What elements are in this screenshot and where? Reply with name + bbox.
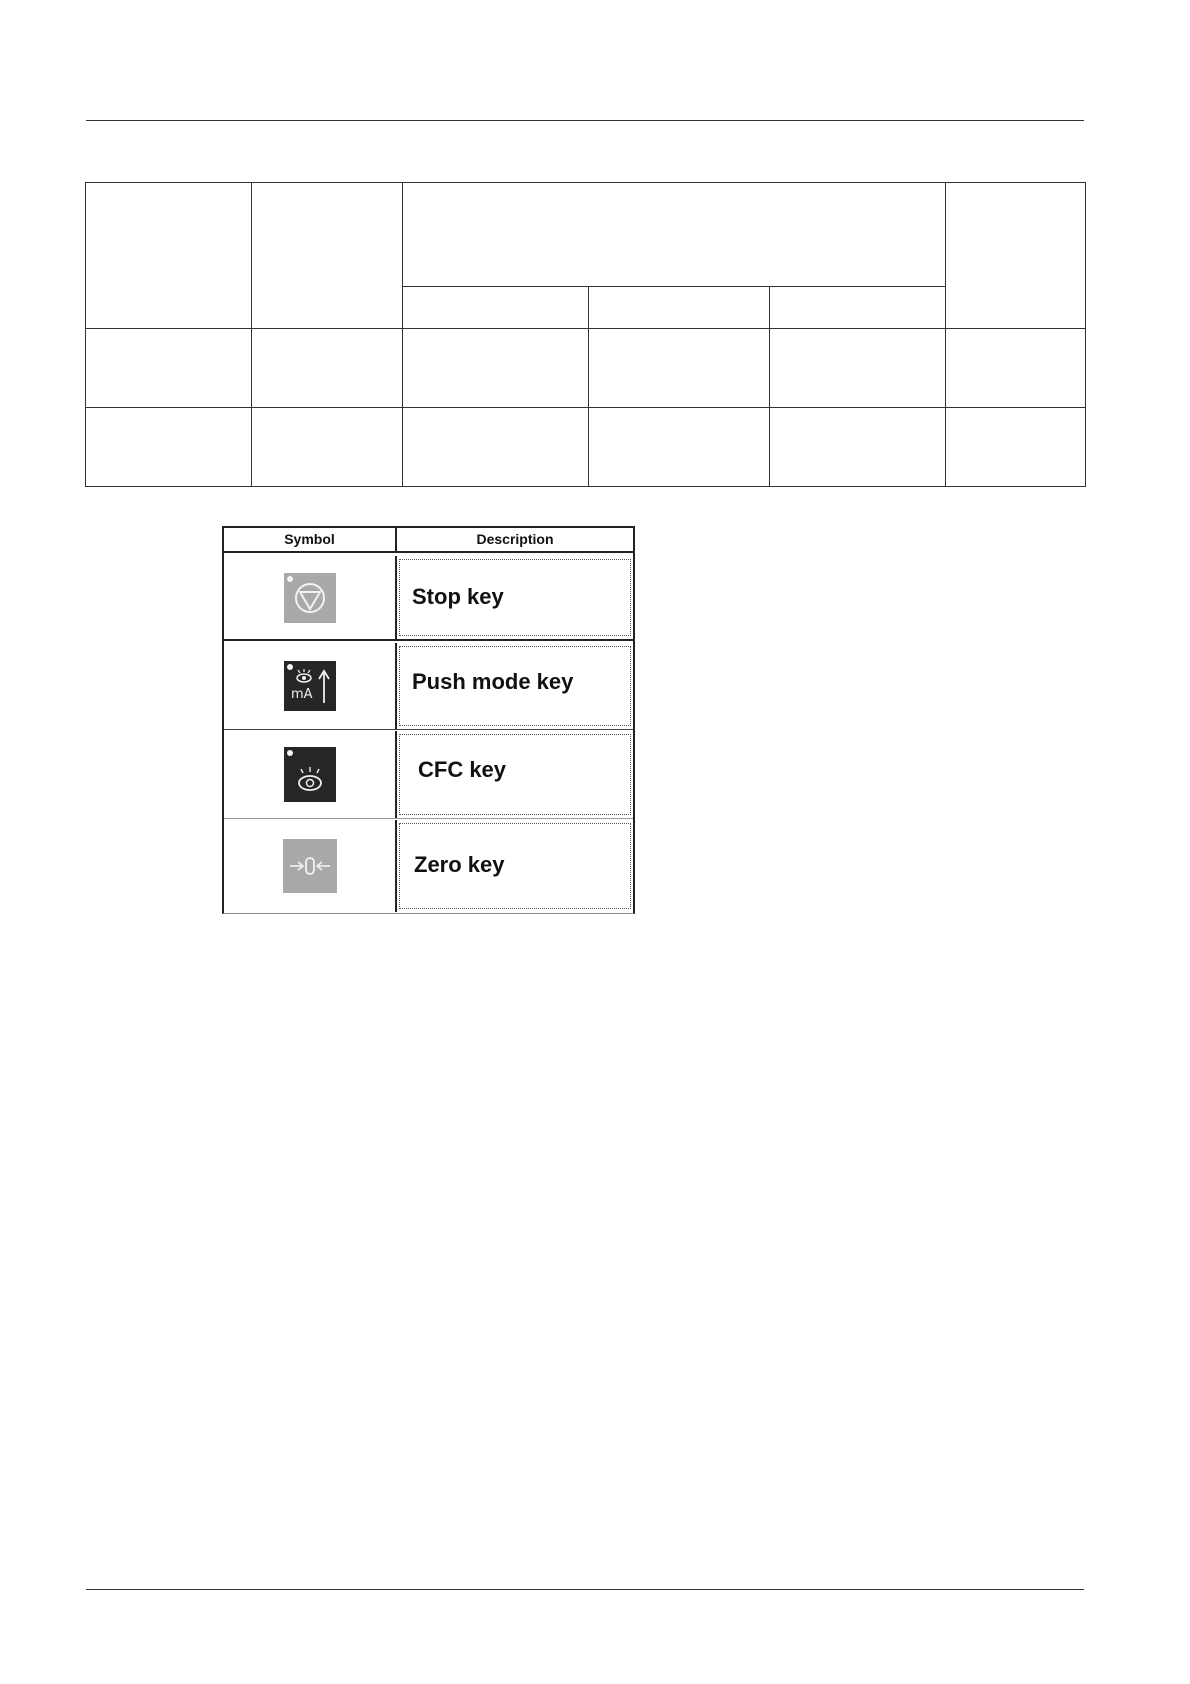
grid-cell (946, 408, 1086, 487)
description-cell (399, 734, 631, 815)
grid-cell (403, 329, 589, 408)
symbol-cell (224, 731, 397, 818)
description-cell (399, 823, 631, 909)
grid-cell (589, 408, 770, 487)
symbol-cell (224, 820, 397, 912)
symbol-table-header (224, 526, 633, 553)
header-description: Description (476, 531, 554, 547)
description-cell (399, 646, 631, 726)
header-rule (86, 120, 1084, 121)
grid-cell (252, 329, 403, 408)
table-row (224, 556, 633, 641)
stop-key-label: Stop key (412, 584, 504, 609)
grid-cell (86, 408, 252, 487)
symbol-table (222, 526, 635, 914)
zero-key-label: Zero key (414, 852, 505, 877)
table-row (224, 643, 633, 730)
grid-cell (770, 329, 946, 408)
header-symbol: Symbol (224, 528, 397, 551)
grid-cell (252, 183, 403, 329)
grid-cell (770, 408, 946, 487)
table-row (224, 820, 633, 912)
grid-cell (86, 329, 252, 408)
push-mode-icon-text: mA (290, 687, 313, 702)
grid-cell (252, 408, 403, 487)
zero-key-icon (283, 839, 337, 893)
empty-grid-table (85, 182, 1086, 487)
stop-key-icon (284, 573, 336, 623)
grid-cell (589, 287, 770, 329)
grid-cell (770, 287, 946, 329)
symbol-cell (224, 643, 397, 729)
push-mode-key-label: Push mode key (412, 669, 574, 694)
grid-cell (403, 408, 589, 487)
grid-cell (946, 329, 1086, 408)
grid-cell (403, 287, 589, 329)
cfc-key-label: CFC key (418, 757, 507, 782)
grid-cell (403, 183, 946, 287)
grid-cell (86, 183, 252, 329)
footer-rule (86, 1589, 1084, 1590)
description-cell (399, 559, 631, 636)
table-row (224, 731, 633, 819)
push-mode-key-icon (284, 661, 336, 711)
cfc-key-icon (284, 747, 336, 802)
grid-cell (589, 329, 770, 408)
grid-cell (946, 183, 1086, 329)
symbol-cell (224, 556, 397, 639)
